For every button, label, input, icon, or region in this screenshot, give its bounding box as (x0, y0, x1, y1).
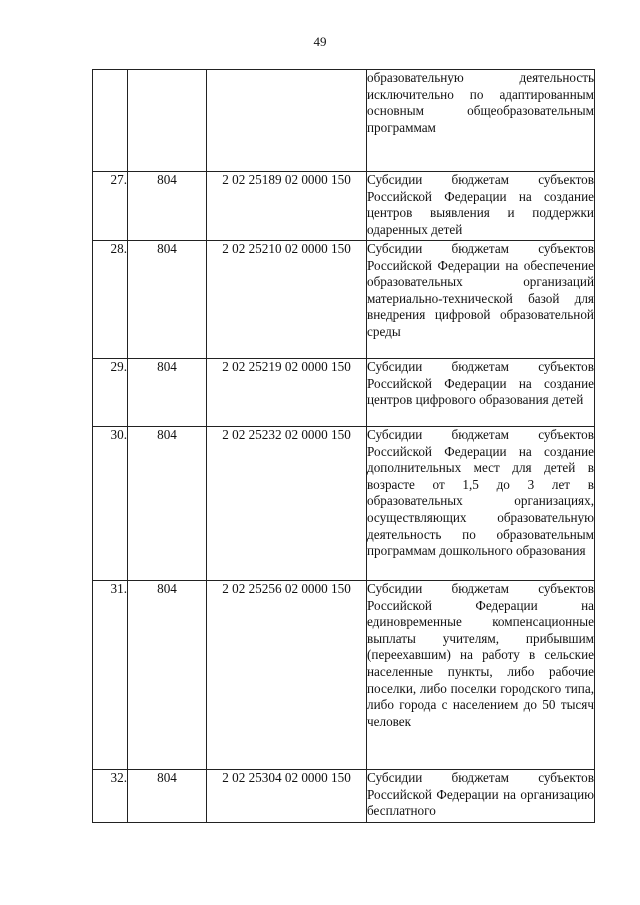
revenue-name: Субсидии бюджетам субъектов Российской Федерации на обеспечение образовательных организаций материально-технической базой для внедрения цифровой образовательной среды (367, 241, 595, 359)
revenue-code: 2 02 25219 02 0000 150 (207, 359, 367, 427)
administrator-code: 804 (128, 581, 207, 770)
table-row (93, 359, 595, 427)
row-number (93, 70, 128, 172)
revenue-code (207, 70, 367, 172)
row-number: 30. (93, 427, 128, 581)
page-number: 49 (313, 34, 327, 49)
revenue-name: Субсидии бюджетам субъектов Российской Федерации на создание дополнительных мест для детей в возрасте от 1,5 до 3 лет в образовательных организациях, осуществляющих образовательную деятельность по образовательным программам дошкольного образования (367, 427, 595, 581)
revenue-name: Субсидии бюджетам субъектов Российской Федерации на создание центров цифрового образования детей (367, 359, 595, 427)
table-row (93, 70, 595, 172)
budget-classification-table (92, 69, 595, 823)
table-row (93, 770, 595, 823)
row-number: 32. (93, 770, 128, 823)
revenue-name: Субсидии бюджетам субъектов Российской Федерации на организацию бесплатного (367, 770, 595, 823)
table-row (93, 172, 595, 241)
row-number: 31. (93, 581, 128, 770)
table-row (93, 427, 595, 581)
revenue-code: 2 02 25210 02 0000 150 (207, 241, 367, 359)
administrator-code: 804 (128, 359, 207, 427)
administrator-code: 804 (128, 427, 207, 581)
revenue-code: 2 02 25256 02 0000 150 (207, 581, 367, 770)
revenue-name: Субсидии бюджетам субъектов Российской Федерации на единовременные компенсационные выплаты учителям, прибывшим (переехавшим) на работу в сельские населенные пункты, либо рабочие поселки, либо поселки городского типа, либо города с населением до 50 тысяч человек (367, 581, 595, 770)
table-row (93, 581, 595, 770)
administrator-code (128, 70, 207, 172)
revenue-code: 2 02 25304 02 0000 150 (207, 770, 367, 823)
revenue-code: 2 02 25232 02 0000 150 (207, 427, 367, 581)
row-number: 27. (93, 172, 128, 241)
revenue-name: образовательную деятельность исключительно по адаптированным основным общеобразовательным программам (367, 70, 595, 172)
row-number: 28. (93, 241, 128, 359)
administrator-code: 804 (128, 770, 207, 823)
table-row (93, 241, 595, 359)
revenue-name: Субсидии бюджетам субъектов Российской Федерации на создание центров выявления и поддержки одаренных детей (367, 172, 595, 241)
administrator-code: 804 (128, 172, 207, 241)
revenue-code: 2 02 25189 02 0000 150 (207, 172, 367, 241)
row-number: 29. (93, 359, 128, 427)
administrator-code: 804 (128, 241, 207, 359)
